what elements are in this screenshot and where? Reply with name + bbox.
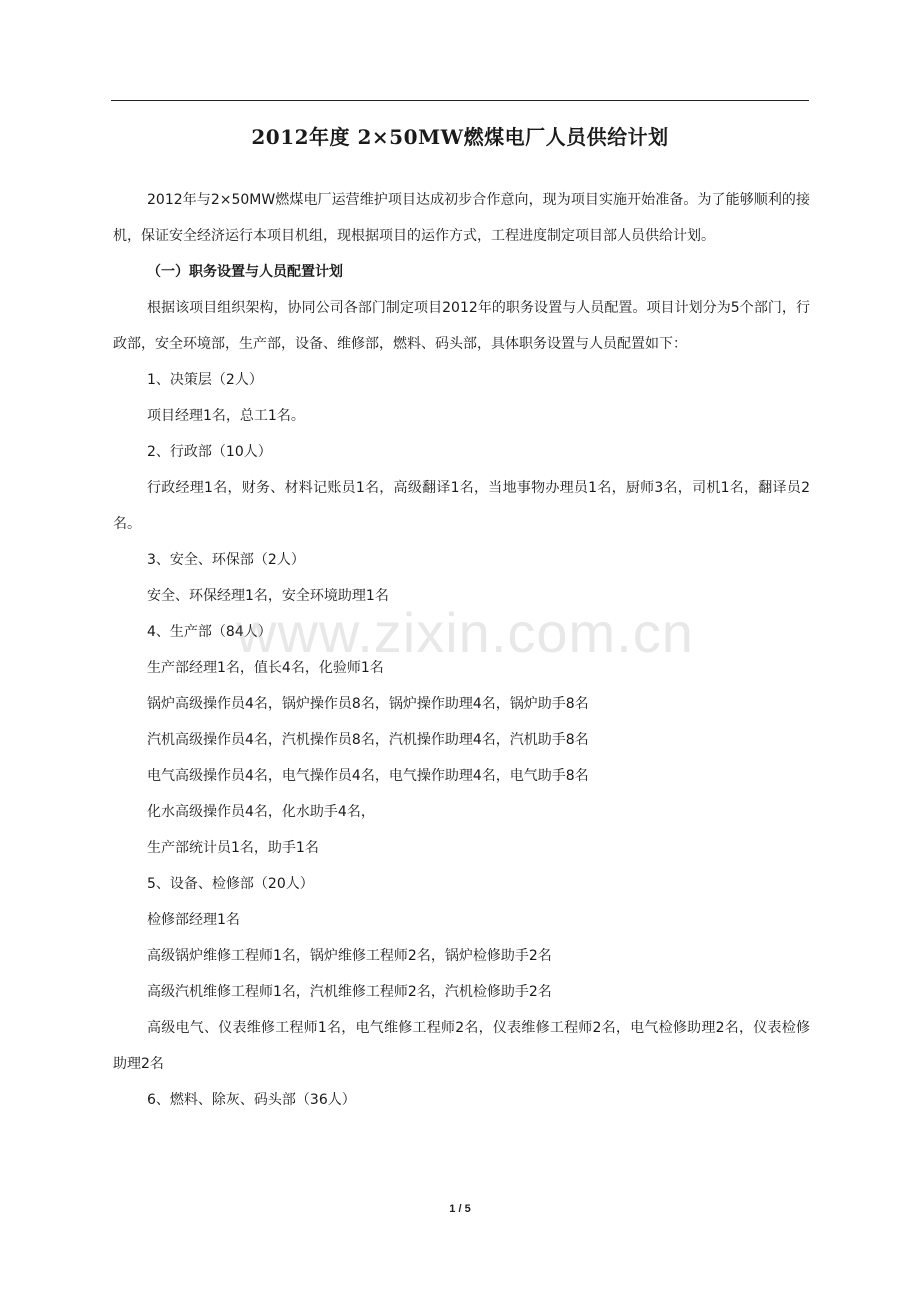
list-heading: 4、生产部（84人） [147,624,272,640]
paragraph: 高级电气、仪表维修工程师1名，电气维修工程师2名，仪表维修工程师2名，电气检修助理2名，仪表检修助理2名 [113,1020,810,1072]
paragraph: 行政经理1名，财务、材料记账员1名，高级翻译1名，当地事物办理员1名，厨师3名，司机1名，翻译员2名。 [113,480,810,532]
paragraph: 检修部经理1名 [147,912,240,928]
paragraph: 高级锅炉维修工程师1名，锅炉维修工程师2名，锅炉检修助手2名 [147,948,552,964]
paragraph: 根据该项目组织架构，协同公司各部门制定项目2012年的职务设置与人员配置。项目计划分为5个部门，行政部，安全环境部，生产部，设备、维修部，燃料、码头部，具体职务设置与人员配置如下： [113,300,810,352]
list-heading: 2、行政部（10人） [147,444,272,460]
section-heading: （一）职务设置与人员配置计划 [147,264,343,280]
document-title: 2012年度 2×50MW燃煤电厂人员供给计划 [251,125,669,149]
paragraph: 生产部统计员1名，助手1名 [147,840,319,856]
list-heading: 6、燃料、除灰、码头部（36人） [147,1092,356,1108]
paragraph: 项目经理1名，总工1名。 [147,408,305,424]
paragraph: 化水高级操作员4名，化水助手4名， [147,804,375,820]
paragraph: 锅炉高级操作员4名，锅炉操作员8名，锅炉操作助理4名，锅炉助手8名 [147,696,589,712]
list-heading: 1、决策层（2人） [147,372,263,388]
paragraph: 高级汽机维修工程师1名，汽机维修工程师2名，汽机检修助手2名 [147,984,552,1000]
header-rule [111,100,809,101]
paragraph: 安全、环保经理1名，安全环境助理1名 [147,588,389,604]
list-heading: 5、设备、检修部（20人） [147,876,314,892]
list-heading: 3、安全、环保部（2人） [147,552,305,568]
paragraph: 汽机高级操作员4名，汽机操作员8名，汽机操作助理4名，汽机助手8名 [147,732,589,748]
paragraph: 生产部经理1名，值长4名，化验师1名 [147,660,384,676]
paragraph: 电气高级操作员4名，电气操作员4名，电气操作助理4名，电气助手8名 [147,768,589,784]
page-number: 1 / 5 [449,1203,471,1215]
watermark: www.zixin.com.cn [236,601,694,664]
intro-paragraph: 2012年与2×50MW燃煤电厂运营维护项目达成初步合作意向，现为项目实施开始准备。为了能够顺利的接机，保证安全经济运行本项目机组，现根据项目的运作方式，工程进度制定项目部人员供给计划。 [113,192,810,244]
document-body [113,182,810,1118]
